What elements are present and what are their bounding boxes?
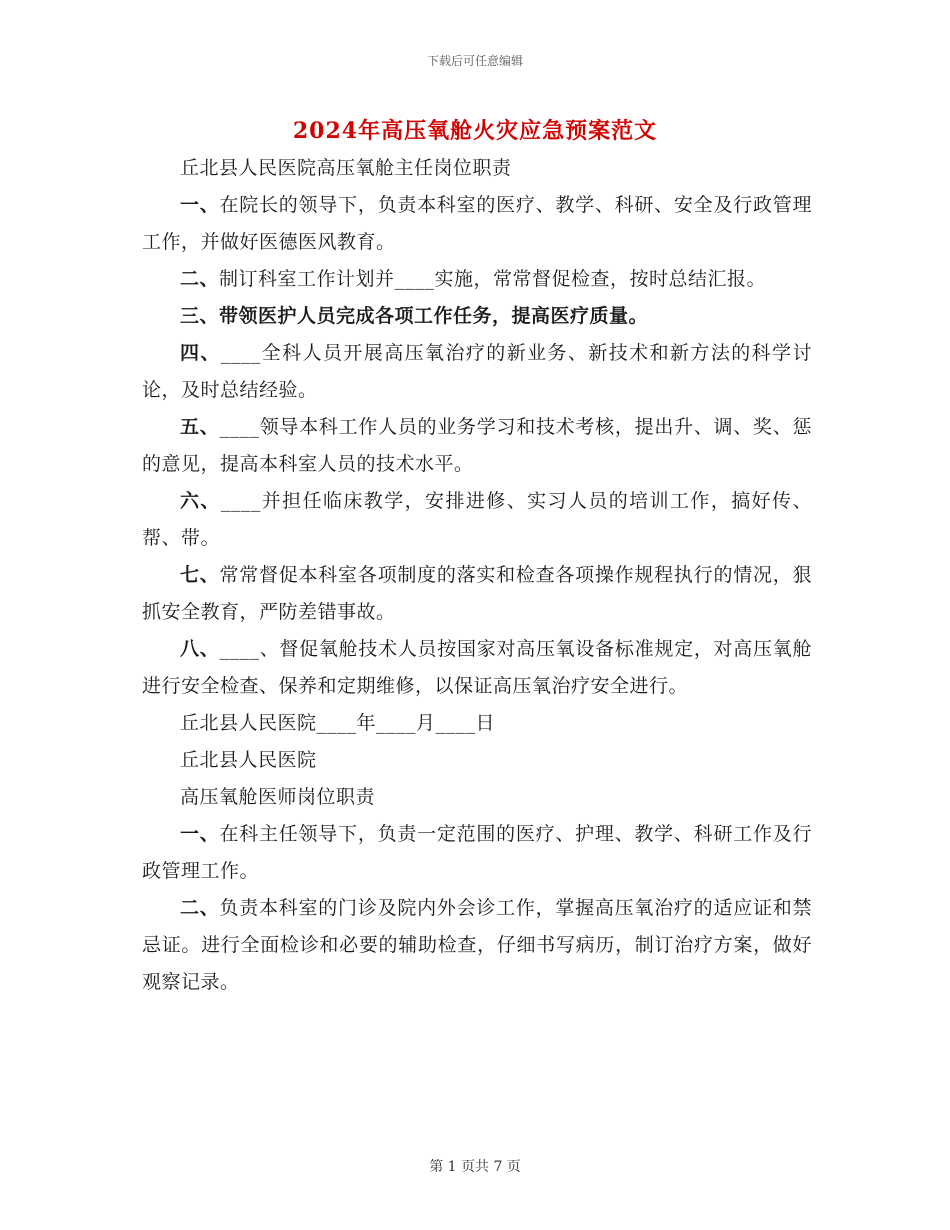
document-body [142,150,812,1001]
paragraph-lead: 八、 [180,638,220,660]
paragraph-text: ____全科人员开展高压氧治疗的新业务、新技术和新方法的科学讨论，及时总结经验。 [142,342,812,401]
paragraph-lead: 二、 [180,897,220,919]
paragraph-lead: 四、 [180,342,221,364]
paragraph-text: ____领导本科工作人员的业务学习和技术考核，提出升、调、奖、惩的意见，提高本科室人员的技术水平。 [142,416,812,475]
paragraph-lead: 二、 [180,268,220,290]
paragraph-lead: 五、 [180,416,220,438]
paragraph-signature-org [142,742,812,779]
paragraph-text: 制订科室工作计划并____实施，常常督促检查，按时总结汇报。 [219,268,767,290]
paragraph-item-4 [142,335,812,409]
paragraph-text: 在科主任领导下，负责一定范围的医疗、护理、教学、科研工作及行政管理工作。 [142,823,812,882]
paragraph-intro-heading [142,150,812,187]
paragraph-item-7 [142,557,812,631]
document-title: 2024年高压氧舱火灾应急预案范文 [292,118,658,144]
paragraph-lead: 七、 [180,564,220,586]
paragraph-text: ____、督促氧舱技术人员按国家对高压氧设备标准规定，对高压氧舱进行安全检查、保养和定期维修，以保证高压氧治疗安全进行。 [142,638,812,697]
paragraph-lead: 一、 [180,194,220,216]
paragraph-item-3 [142,298,812,335]
paragraph-text: 丘北县人民医院高压氧舱主任岗位职责 [180,157,512,179]
paragraph-text: 丘北县人民医院____年____月____日 [180,712,496,734]
paragraph-text: 高压氧舱医师岗位职责 [180,786,376,808]
page-number-footer: 第 1 页共 7 页 [429,1159,521,1175]
paragraph-text: 负责本科室的门诊及院内外会诊工作，掌握高压氧治疗的适应证和禁忌证。进行全面检诊和必要的辅助检查，仔细书写病历，制订治疗方案，做好观察记录。 [142,897,812,993]
paragraph-signature-date [142,705,812,742]
page-header-note: 下载后可任意编辑 [426,54,523,68]
paragraph-text: 常常督促本科室各项制度的落实和检查各项操作规程执行的情况，狠抓安全教育，严防差错事故。 [142,564,812,623]
paragraph-section-heading [142,779,812,816]
paragraph-item-5 [142,409,812,483]
paragraph-lead: 一、 [180,823,220,845]
paragraph-text: 在院长的领导下，负责本科室的医疗、教学、科研、安全及行政管理工作，并做好医德医风教育。 [142,194,812,253]
paragraph-item-1 [142,816,812,890]
paragraph-item-1 [142,187,812,261]
paragraph-text: ____并担任临床教学，安排进修、实习人员的培训工作，搞好传、帮、带。 [142,490,812,549]
paragraph-item-2 [142,261,812,298]
paragraph-item-8 [142,631,812,705]
paragraph-item-6 [142,483,812,557]
paragraph-item-2 [142,890,812,1001]
paragraph-text: 丘北县人民医院 [180,749,317,771]
paragraph-lead: 六、 [180,490,221,512]
paragraph-text: 三、带领医护人员完成各项工作任务，提高医疗质量。 [180,305,649,327]
